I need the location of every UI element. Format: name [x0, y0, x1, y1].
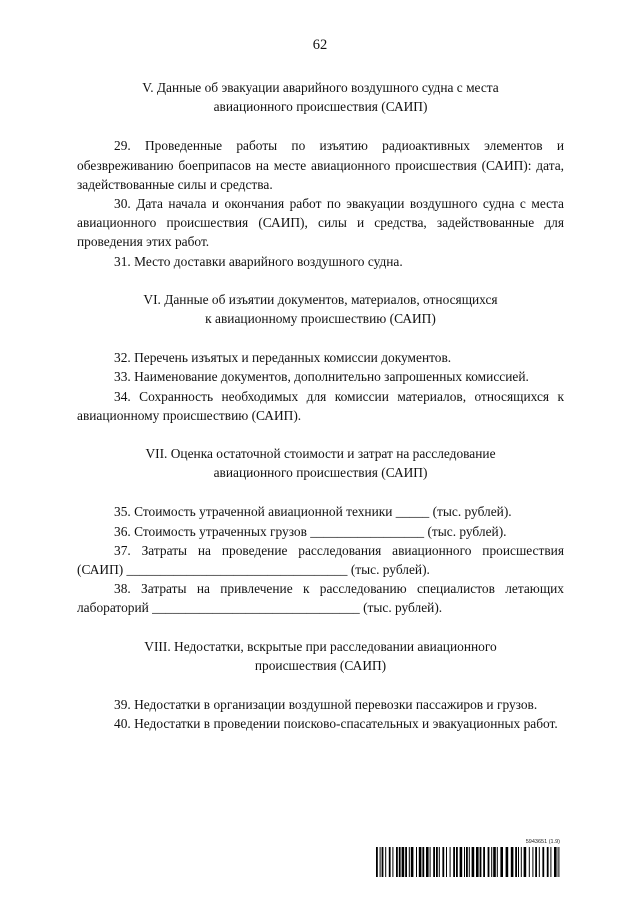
section-5 — [77, 78, 564, 271]
paragraph-29: 29. Проведенные работы по изъятию радиоактивных элементов и обезвреживанию боеприпасов на месте авиационного происшествия (САИП): дата, задействованные силы и средства. — [77, 138, 564, 192]
section-heading — [77, 444, 564, 482]
heading-line: V. Данные об эвакуации аварийного воздушного судна с места — [142, 80, 499, 95]
page-number: 62 — [312, 37, 328, 53]
section-8 — [77, 637, 564, 734]
heading-line: к авиационному происшествию (САИП) — [205, 311, 436, 327]
paragraph-37: 37. Затраты на проведение расследования авиационного происшествия (САИП) _________________________________ (тыс. рублей). — [77, 542, 564, 578]
paragraph-32: 32. Перечень изъятых и переданных комиссии документов. — [114, 350, 452, 366]
section-heading — [77, 637, 564, 675]
barcode-block — [376, 839, 560, 877]
paragraph-30: 30. Дата начала и окончания работ по эвакуации воздушного судна с места авиационного происшествия (САИП), силы и средства, задействованные для проведения этих работ. — [77, 196, 564, 250]
paragraph-34: 34. Сохранность необходимых для комиссии материалов, относящихся к авиационному происшествию (САИП). — [77, 388, 564, 423]
heading-line: VI. Данные об изъятии документов, материалов, относящихся — [143, 291, 498, 307]
paragraph-33: 33. Наименование документов, дополнительно запрошенных комиссией. — [114, 369, 529, 385]
section-heading — [77, 78, 564, 116]
barcode-label: 5943651 (1.9) — [525, 839, 560, 845]
paragraph-40: 40. Недостатки в проведении поисково-спасательных и эвакуационных работ. — [114, 716, 558, 732]
paragraph-38: 38. Затраты на привлечение к расследованию специалистов летающих лабораторий _______________________________ (тыс. рублей). — [77, 581, 564, 616]
heading-line: VII. Оценка остаточной стоимости и затрат на расследование — [145, 446, 496, 462]
section-6 — [77, 290, 564, 425]
heading-line: VIII. Недостатки, вскрытые при расследовании авиационного — [144, 638, 497, 654]
heading-line: авиационного происшествия (САИП) — [213, 465, 428, 481]
section-7 — [77, 444, 564, 618]
heading-line: авиационного происшествия (САИП) — [213, 99, 428, 115]
barcode-image — [376, 847, 560, 877]
section-heading — [77, 290, 564, 328]
paragraph-39: 39. Недостатки в организации воздушной перевозки пассажиров и грузов. — [114, 697, 538, 713]
paragraph-31: 31. Место доставки аварийного воздушного судна. — [114, 253, 403, 269]
paragraph-36: 36. Стоимость утраченных грузов _________________ (тыс. рублей). — [114, 523, 507, 539]
paragraph-35: 35. Стоимость утраченной авиационной техники _____ (тыс. рублей). — [114, 504, 512, 520]
heading-line: происшествия (САИП) — [254, 657, 387, 673]
document-body — [77, 78, 564, 733]
